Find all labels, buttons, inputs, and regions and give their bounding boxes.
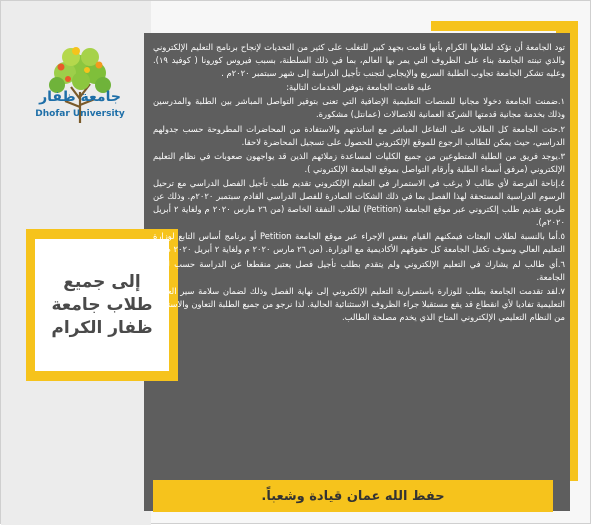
services-heading: عليه قامت الجامعة بتوفير الخدمات التالية:: [286, 82, 432, 93]
service-item-6: ٦.أي طالب لم يشارك في التعليم الإلكتروني ولم يتقدم بطلب تأجيل فصل يعتبر منقطعا عن الدراسة حسب لوائح الجامعة.: [153, 258, 565, 282]
footer-banner: [153, 480, 553, 512]
greeting-text: إلى جميع طلاب جامعة ظفار الكرام: [51, 271, 153, 338]
footer-text: حفظ الله عمان قيادة وشعباً.: [261, 488, 445, 504]
logo-arabic-name: جامعة ظفار: [39, 89, 121, 105]
intro-paragraph: تود الجامعة أن تؤكد لطلابها الكرام بأنها قامت بجهد كبير للتغلب على كثير من التحديات لإنجاح برنامج التعليم الإلكتروني والذي تبنته الجامعة بناء على الظروف التي يمر بها العالم، بما في ذلك السلطنة، بسبب فيروس كورونا ( كوفيد ١٩). وعليه تشكر الجامعة تجاوب الطلبة السريع والإيجابي لتجنب تأجيل الدراسة إلى شهر سبتمبر ٢٠٢٠م .: [153, 42, 565, 79]
service-item-4: ٤.إتاحة الفرصة لأي طالب لا يرغب في الاستمرار في التعليم الإلكتروني تقديم طلب تأجيل الفصل الدراسي مع ترحيل الرسوم الدراسية المستحقة لهذا الفصل بما في ذلك الشكات الصادرة للفصل الدراسي القادم سبتمبر ٢٠٢٠م. وذلك عن طريق تقديم طلب إلكتروني عبر موقع الجامعة (Petition) لطلاب النفقة الخاصة (من ٢٦ مارس ٢٠٢٠ م ولغاية ٢ أبريل ٢٠٢٠م).: [153, 177, 565, 228]
service-item-7: ٧.لقد تقدمت الجامعة بطلب للوزارة باستمرارية التعليم الإلكتروني إلى نهاية الفصل وذلك لضمان سلامة سير العملية التعليمية تفاديا لأي انقطاع قد يقع مستقبلا جراء الظروف الاستثنائية الحالية. لذا نرجو من جميع الطلبة التعاون والاستفادة من النظام التعليمي الإلكتروني المتاح الذي يخدم مصلحة الطالب.: [153, 285, 565, 322]
service-item-3: ٣.يوجد فريق من الطلبة المتطوعين من جميع الكليات لمساعدة زملائهم الذين قد يواجهون صعوبات في نظام التعليم الإلكتروني (مرفق أسماء الطلبة وأرقام التواصل بموقع الجامعة الإلكتروني ).: [153, 150, 565, 174]
announcement-body: [153, 41, 565, 325]
service-item-1: ١.ضمنت الجامعة دخولا مجانيا للمنصات التعليمية الإضافية التي تعنى بتوفير التواصل المباشر بين الطلبة والمدرسين وذلك بخدمة مجانية قدمتها الشركة العمانية للاتصالات (عمانتل) مشكورة.: [153, 96, 565, 120]
service-item-5: ٥.أما بالنسبة لطلاب البعثات فيمكنهم القيام بنفس الإجراء عبر موقع الجامعة Petition أو برنامج أساس التابع لوزارة التعليم العالي وسوف تكفل الجامعة كل حقوقهم الأكاديمية مع الوزارة. (من ٢٦ مارس ٢٠٢٠ م ولغاية ٢ أبريل ٢٠٢٠ م ).: [153, 231, 565, 255]
logo-english-name: Dhofar University: [35, 109, 125, 119]
service-item-2: ٢.حثت الجامعة كل الطلاب على التفاعل المباشر مع اساتذتهم والاستفادة من المحاضرات المطروحة حسب جدولهم الدراسي، حيث يمكن للطالب الرجوع للموقع الإلكتروني للحصول على تسجيل المحاضرة لاحقا.: [153, 123, 565, 147]
